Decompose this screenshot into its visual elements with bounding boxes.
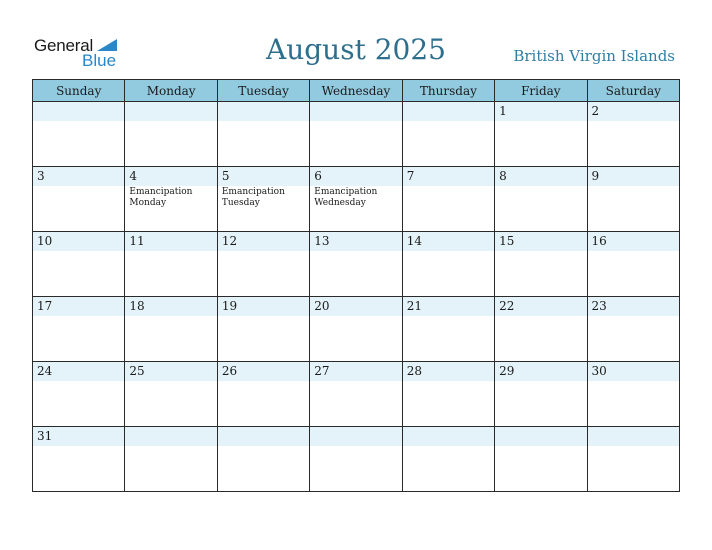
day-cell <box>495 102 587 167</box>
day-number: 26 <box>221 364 238 378</box>
day-number: 23 <box>591 299 607 313</box>
weekday-header: Tuesday <box>217 80 309 102</box>
day-cell-band <box>310 427 401 446</box>
day-cell-band <box>310 167 401 186</box>
day-cell <box>402 167 494 232</box>
day-cell <box>495 232 587 297</box>
country-label: British Virgin Islands <box>513 47 675 65</box>
day-number: 30 <box>591 364 607 378</box>
day-cell-band <box>125 427 216 446</box>
day-cell <box>402 232 494 297</box>
day-cell-band <box>218 102 309 121</box>
day-number: 11 <box>129 234 145 248</box>
calendar-grid <box>32 79 680 492</box>
day-cell-band <box>33 167 124 186</box>
day-number: 22 <box>499 299 515 313</box>
day-cell <box>33 232 125 297</box>
weekday-header: Thursday <box>402 80 494 102</box>
day-cell-band <box>125 102 216 121</box>
holiday-label: Emancipation Wednesday <box>314 187 378 208</box>
day-cell-band <box>125 167 216 186</box>
day-cell <box>587 362 679 427</box>
day-cell <box>217 427 309 492</box>
day-number: 6 <box>314 169 322 183</box>
weekday-header: Friday <box>495 80 587 102</box>
day-number: 25 <box>129 364 145 378</box>
day-number: 20 <box>314 299 330 313</box>
day-cell <box>402 297 494 362</box>
day-cell <box>402 102 494 167</box>
day-cell-band <box>495 167 586 186</box>
day-cell <box>310 427 402 492</box>
day-cell-band <box>403 427 494 446</box>
day-number: 17 <box>37 299 53 313</box>
week-row <box>33 102 680 167</box>
day-cell-band <box>218 167 309 186</box>
day-number: 21 <box>406 299 422 313</box>
day-cell <box>33 102 125 167</box>
day-cell <box>125 232 217 297</box>
day-cell-band <box>310 102 401 121</box>
day-cell-band <box>495 427 586 446</box>
day-number: 28 <box>406 364 422 378</box>
weekday-header: Monday <box>125 80 217 102</box>
day-number: 7 <box>406 169 415 183</box>
day-cell <box>587 297 679 362</box>
holiday-label: Emancipation Tuesday <box>221 187 285 208</box>
day-cell <box>125 297 217 362</box>
day-cell <box>495 167 587 232</box>
day-cell <box>33 297 125 362</box>
day-number: 1 <box>499 104 507 118</box>
day-cell <box>125 102 217 167</box>
day-cell-band <box>495 102 586 121</box>
day-cell <box>217 297 309 362</box>
week-row <box>33 167 680 232</box>
day-number: 24 <box>37 364 53 378</box>
day-cell <box>587 167 679 232</box>
day-cell <box>587 427 679 492</box>
day-cell <box>310 297 402 362</box>
day-cell <box>125 427 217 492</box>
day-cell <box>125 362 217 427</box>
day-number: 19 <box>221 299 238 313</box>
week-row <box>33 297 680 362</box>
weekday-header: Wednesday <box>310 80 402 102</box>
day-cell-band <box>33 102 124 121</box>
day-cell <box>217 102 309 167</box>
day-number: 4 <box>129 169 138 183</box>
day-cell-band <box>403 102 494 121</box>
day-cell <box>33 167 125 232</box>
day-cell <box>217 232 309 297</box>
week-row <box>33 362 680 427</box>
day-number: 9 <box>591 169 600 183</box>
day-cell <box>217 167 309 232</box>
logo-text-general: General <box>34 36 94 55</box>
day-cell-band <box>588 427 679 446</box>
day-cell <box>310 362 402 427</box>
day-number: 2 <box>591 104 600 118</box>
week-row <box>33 427 680 492</box>
day-cell <box>495 297 587 362</box>
day-number: 18 <box>129 299 145 313</box>
day-number: 29 <box>499 364 515 378</box>
day-number: 5 <box>221 169 230 183</box>
day-number: 12 <box>221 234 238 248</box>
weekday-header: Saturday <box>587 80 679 102</box>
weekday-header-row <box>33 80 680 102</box>
day-number: 10 <box>37 234 53 248</box>
day-number: 15 <box>499 234 515 248</box>
day-cell <box>217 362 309 427</box>
day-number: 13 <box>314 234 330 248</box>
day-cell <box>310 232 402 297</box>
day-cell <box>402 427 494 492</box>
day-cell-band <box>588 167 679 186</box>
weekday-header: Sunday <box>33 80 125 102</box>
day-cell <box>33 427 125 492</box>
day-cell-band <box>403 167 494 186</box>
day-number: 31 <box>37 429 53 443</box>
day-cell <box>125 167 217 232</box>
day-number: 3 <box>37 169 45 183</box>
page-title: August 2025 <box>266 33 446 66</box>
day-cell <box>587 102 679 167</box>
holiday-label: Emancipation Monday <box>129 187 193 208</box>
day-cell-band <box>588 102 679 121</box>
day-cell <box>402 362 494 427</box>
day-cell <box>310 167 402 232</box>
day-number: 16 <box>591 234 607 248</box>
logo-text-blue: Blue <box>82 51 117 70</box>
day-cell <box>33 362 125 427</box>
day-cell <box>587 232 679 297</box>
day-cell-band <box>218 427 309 446</box>
day-cell <box>310 102 402 167</box>
day-number: 14 <box>406 234 422 248</box>
week-row <box>33 232 680 297</box>
day-cell <box>495 427 587 492</box>
day-number: 27 <box>314 364 330 378</box>
day-number: 8 <box>499 169 507 183</box>
day-cell <box>495 362 587 427</box>
